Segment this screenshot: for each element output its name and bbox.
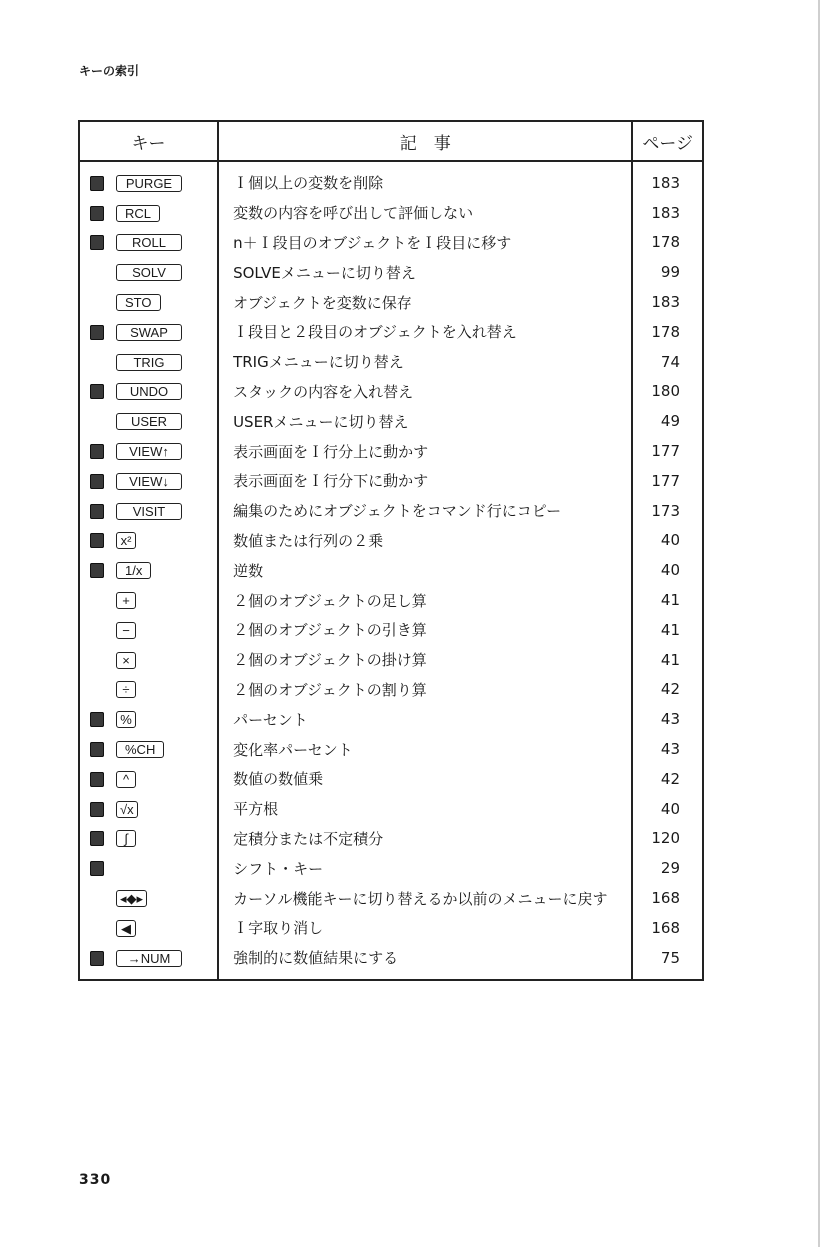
keycap-icon: ◂◆▸ xyxy=(116,890,147,907)
description-cell: 表示画面をＩ行分下に動かす xyxy=(218,466,632,496)
key-cell xyxy=(79,466,218,496)
key-cell xyxy=(79,824,218,854)
key-cell xyxy=(79,287,218,317)
keycap-icon: × xyxy=(116,652,136,669)
page-cell: 41 xyxy=(660,650,680,669)
page-cell: 168 xyxy=(651,889,680,908)
table-row xyxy=(79,496,703,526)
description-cell: スタックの内容を入れ替え xyxy=(218,377,632,407)
keycap-icon: PURGE xyxy=(116,175,182,192)
keycap-icon: ÷ xyxy=(116,681,136,698)
keycap-icon: VIEW↑ xyxy=(116,443,182,460)
keycap-icon: USER xyxy=(116,413,182,430)
keycap-icon: − xyxy=(116,622,136,639)
description-cell: 数値の数値乗 xyxy=(218,764,632,794)
keycap-icon: √x xyxy=(116,801,138,818)
keycap-icon: →NUM xyxy=(116,950,182,967)
page-cell: 183 xyxy=(651,173,680,192)
table-row xyxy=(79,347,703,377)
keycap-icon: x² xyxy=(116,532,136,549)
keycap-icon: ROLL xyxy=(116,234,182,251)
keycap-icon: SOLV xyxy=(116,264,182,281)
key-cell xyxy=(79,764,218,794)
shift-key-icon xyxy=(90,325,104,340)
table-row xyxy=(79,228,703,258)
page-cell: 120 xyxy=(651,829,680,848)
table-body xyxy=(79,161,703,980)
description-cell: 編集のためにオブジェクトをコマンド行にコピー xyxy=(218,496,632,526)
table-row xyxy=(79,764,703,794)
description-cell: 数値または行列の２乗 xyxy=(218,526,632,556)
column-header-page: ページ xyxy=(632,121,703,161)
description-cell: ２個のオブジェクトの足し算 xyxy=(218,585,632,615)
description-cell: 定積分または不定積分 xyxy=(218,824,632,854)
keycap-icon: UNDO xyxy=(116,383,182,400)
shift-key-icon xyxy=(90,235,104,250)
page-edge-rule xyxy=(818,0,820,1247)
page-cell: 42 xyxy=(660,680,680,699)
page-cell: 41 xyxy=(660,591,680,610)
description-cell: 平方根 xyxy=(218,794,632,824)
page-cell: 178 xyxy=(651,322,680,341)
table-row xyxy=(79,853,703,883)
key-cell xyxy=(79,496,218,526)
table-row xyxy=(79,704,703,734)
page-header: キーの索引 xyxy=(79,64,140,78)
page-cell: 43 xyxy=(660,740,680,759)
page-cell: 183 xyxy=(651,203,680,222)
table-row xyxy=(79,615,703,645)
page-cell: 168 xyxy=(651,918,680,937)
key-cell xyxy=(79,615,218,645)
description-cell: オブジェクトを変数に保存 xyxy=(218,287,632,317)
shift-key-icon xyxy=(90,206,104,221)
description-cell: 変化率パーセント xyxy=(218,734,632,764)
page-cell: 177 xyxy=(651,471,680,490)
key-cell xyxy=(79,883,218,913)
shift-key-icon xyxy=(90,742,104,757)
column-header-key: キー xyxy=(79,121,218,161)
page-cell: 40 xyxy=(660,561,680,580)
description-cell: 表示画面をＩ行分上に動かす xyxy=(218,436,632,466)
key-cell xyxy=(79,228,218,258)
key-cell xyxy=(79,347,218,377)
keycap-icon: SWAP xyxy=(116,324,182,341)
page-cell: 43 xyxy=(660,710,680,729)
description-cell: シフト・キー xyxy=(218,853,632,883)
table-row xyxy=(79,794,703,824)
shift-key-icon xyxy=(90,176,104,191)
description-cell: n＋Ｉ段目のオブジェクトをＩ段目に移す xyxy=(218,228,632,258)
table-row xyxy=(79,466,703,496)
keycap-icon: ^ xyxy=(116,771,136,788)
description-cell: USERメニューに切り替え xyxy=(218,406,632,436)
table-row xyxy=(79,161,703,198)
shift-key-icon xyxy=(90,712,104,727)
description-cell: Ｉ段目と２段目のオブジェクトを入れ替え xyxy=(218,317,632,347)
table-row xyxy=(79,377,703,407)
keycap-icon: RCL xyxy=(116,205,160,222)
table-row xyxy=(79,526,703,556)
table-row xyxy=(79,406,703,436)
key-cell xyxy=(79,913,218,943)
description-cell: ２個のオブジェクトの掛け算 xyxy=(218,645,632,675)
key-cell xyxy=(79,675,218,705)
table-row xyxy=(79,913,703,943)
keycap-icon: ∫ xyxy=(116,830,136,847)
page-cell: 29 xyxy=(660,859,680,878)
page-cell: 75 xyxy=(660,948,680,967)
keycap-icon: + xyxy=(116,592,136,609)
key-cell xyxy=(79,436,218,466)
table-row xyxy=(79,675,703,705)
column-header-description: 記 事 xyxy=(218,121,632,161)
description-cell: Ｉ個以上の変数を削除 xyxy=(218,161,632,198)
table-row xyxy=(79,824,703,854)
page-number: 330 xyxy=(79,1172,112,1188)
page-cell: 183 xyxy=(651,293,680,312)
page-cell: 41 xyxy=(660,620,680,639)
keycap-icon: % xyxy=(116,711,136,728)
keycap-icon: 1/x xyxy=(116,562,151,579)
key-cell xyxy=(79,585,218,615)
keycap-icon: VIEW↓ xyxy=(116,473,182,490)
key-cell xyxy=(79,704,218,734)
table-row xyxy=(79,257,703,287)
key-cell xyxy=(79,406,218,436)
key-cell xyxy=(79,198,218,228)
description-cell: パーセント xyxy=(218,704,632,734)
key-cell xyxy=(79,161,218,198)
key-cell xyxy=(79,645,218,675)
description-cell: ２個のオブジェクトの割り算 xyxy=(218,675,632,705)
page-cell: 74 xyxy=(660,352,680,371)
description-cell: 変数の内容を呼び出して評価しない xyxy=(218,198,632,228)
key-cell xyxy=(79,734,218,764)
description-cell: 強制的に数値結果にする xyxy=(218,943,632,980)
description-cell: Ｉ字取り消し xyxy=(218,913,632,943)
table-row xyxy=(79,555,703,585)
shift-key-icon xyxy=(90,802,104,817)
page-cell: 177 xyxy=(651,442,680,461)
description-cell: TRIGメニューに切り替え xyxy=(218,347,632,377)
table-row xyxy=(79,883,703,913)
page-cell: 49 xyxy=(660,412,680,431)
table-row xyxy=(79,585,703,615)
description-cell: 逆数 xyxy=(218,555,632,585)
shift-key-icon xyxy=(90,563,104,578)
page-cell: 40 xyxy=(660,799,680,818)
keycap-icon: ◀ xyxy=(116,920,136,937)
page-cell: 178 xyxy=(651,233,680,252)
key-cell xyxy=(79,943,218,980)
description-cell: SOLVEメニューに切り替え xyxy=(218,257,632,287)
shift-key-icon xyxy=(90,831,104,846)
key-cell xyxy=(79,526,218,556)
key-cell xyxy=(79,853,218,883)
keycap-icon: VISIT xyxy=(116,503,182,520)
table-row xyxy=(79,317,703,347)
key-cell xyxy=(79,377,218,407)
table-row xyxy=(79,287,703,317)
shift-key-icon xyxy=(90,444,104,459)
page-cell: 180 xyxy=(651,382,680,401)
keycap-icon: STO xyxy=(116,294,161,311)
key-cell xyxy=(79,317,218,347)
shift-key-icon xyxy=(90,533,104,548)
table-row xyxy=(79,734,703,764)
shift-key-icon xyxy=(90,951,104,966)
key-cell xyxy=(79,257,218,287)
page-cell: 173 xyxy=(651,501,680,520)
shift-key-icon xyxy=(90,384,104,399)
description-cell: ２個のオブジェクトの引き算 xyxy=(218,615,632,645)
table-row xyxy=(79,198,703,228)
page-cell: 42 xyxy=(660,769,680,788)
description-cell: カーソル機能キーに切り替えるか以前のメニューに戻す xyxy=(218,883,632,913)
key-cell xyxy=(79,794,218,824)
keycap-icon: %CH xyxy=(116,741,164,758)
table-header-row xyxy=(79,121,703,161)
table-row xyxy=(79,943,703,980)
page-cell: 40 xyxy=(660,531,680,550)
keycap-icon: TRIG xyxy=(116,354,182,371)
page-cell: 99 xyxy=(660,263,680,282)
shift-key-icon xyxy=(90,474,104,489)
key-index-table xyxy=(78,120,704,981)
shift-key-icon xyxy=(90,504,104,519)
key-cell xyxy=(79,555,218,585)
table-row xyxy=(79,645,703,675)
table-row xyxy=(79,436,703,466)
shift-key-icon xyxy=(90,861,104,876)
shift-key-icon xyxy=(90,772,104,787)
